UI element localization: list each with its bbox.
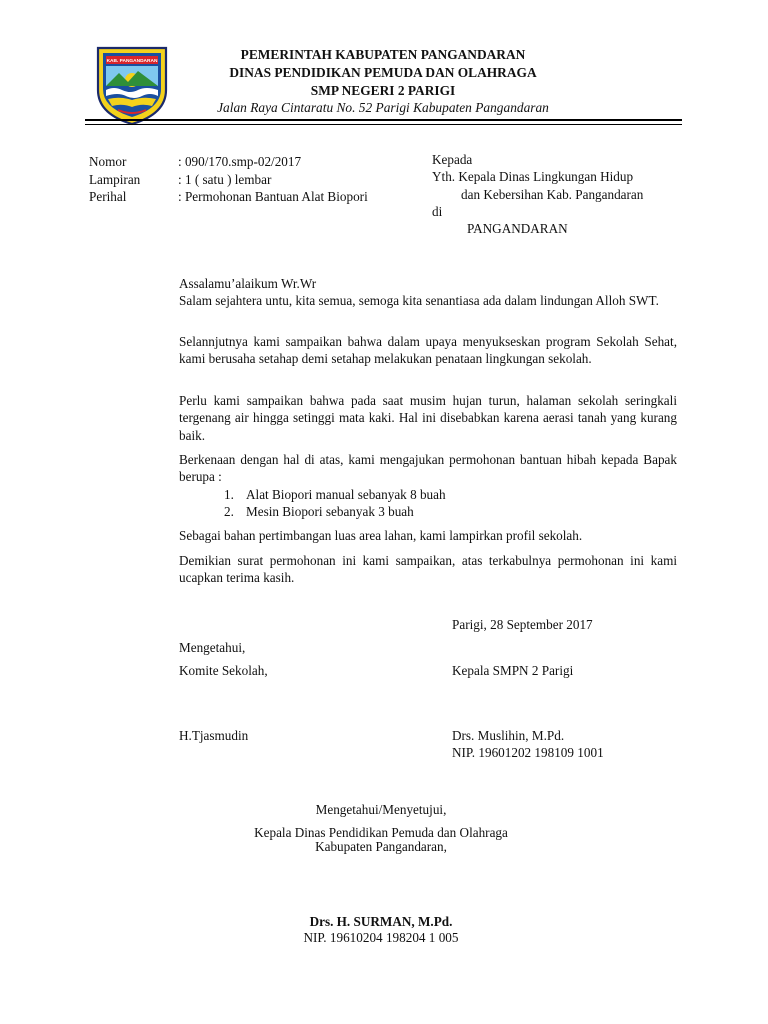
header-rule-thin bbox=[85, 124, 682, 125]
header-rule-thick bbox=[85, 119, 682, 121]
recipient-di: di bbox=[432, 204, 443, 219]
nomor-label: Nomor bbox=[89, 154, 127, 169]
letterhead-department: DINAS PENDIDIKAN PEMUDA DAN OLAHRAGA bbox=[229, 65, 537, 80]
principal-nip: NIP. 19601202 198109 1001 bbox=[452, 745, 604, 760]
paragraph-5: Sebagai bahan pertimbangan luas area lahan, kami lampirkan profil sekolah. bbox=[179, 528, 583, 543]
letterhead-address: Jalan Raya Cintaratu No. 52 Parigi Kabupaten Pangandaran bbox=[217, 100, 549, 115]
perihal-label: Perihal bbox=[89, 189, 127, 204]
list-item-1: Alat Biopori manual sebanyak 8 buah bbox=[246, 487, 446, 502]
mengetahui-label: Mengetahui, bbox=[179, 640, 246, 655]
head-nip: NIP. 19610204 198204 1 005 bbox=[303, 930, 459, 945]
paragraph-1: Salam sejahtera untu, kita semua, semoga kita senantiasa ada dalam lindungan Alloh SWT. bbox=[179, 293, 659, 308]
greeting: Assalamu’alaikum Wr.Wr bbox=[179, 276, 317, 291]
approval-label: Mengetahui/Menyetujui, bbox=[315, 802, 447, 817]
principal-title: Kepala SMPN 2 Parigi bbox=[452, 663, 574, 678]
nomor-value: : 090/170.smp-02/2017 bbox=[178, 154, 302, 169]
recipient-yth: Yth. Kepala Dinas Lingkungan Hidup bbox=[432, 169, 634, 184]
letterhead-government: PEMERINTAH KABUPATEN PANGANDARAN bbox=[240, 47, 526, 62]
head-title-line1: Kepala Dinas Pendidikan Pemuda dan Olahraga bbox=[254, 825, 508, 840]
regency-emblem-logo bbox=[92, 44, 172, 126]
lampiran-label: Lampiran bbox=[89, 172, 141, 187]
recipient-kepada: Kepada bbox=[432, 152, 473, 167]
list-item-2: Mesin Biopori sebanyak 3 buah bbox=[246, 504, 414, 519]
paragraph-4: Berkenaan dengan hal di atas, kami mengajukan permohonan bantuan hibah kepada Bapak berupa : bbox=[179, 452, 677, 485]
recipient-city: PANGANDARAN bbox=[467, 221, 568, 236]
paragraph-2: Selannjutnya kami sampaikan bahwa dalam upaya menyukseskan program Sekolah Sehat, kami berusaha setahap demi setahap melakukan penataan lingkungan sekolah. bbox=[179, 334, 677, 367]
principal-name: Drs. Muslihin, M.Pd. bbox=[452, 728, 565, 743]
recipient-yth-line2: dan Kebersihan Kab. Pangandaran bbox=[461, 187, 644, 202]
head-name: Drs. H. SURMAN, M.Pd. bbox=[309, 914, 453, 929]
committee-title: Komite Sekolah, bbox=[179, 663, 268, 678]
committee-name: H.Tjasmudin bbox=[179, 728, 249, 743]
paragraph-6: Demikian surat permohonan ini kami sampaikan, atas terkabulnya permohonan ini kami ucapkan terima kasih. bbox=[179, 553, 677, 586]
list-number-1: 1. bbox=[224, 487, 234, 502]
list-number-2: 2. bbox=[224, 504, 234, 519]
perihal-value: : Permohonan Bantuan Alat Biopori bbox=[178, 189, 368, 204]
letter-date: Parigi, 28 September 2017 bbox=[452, 617, 593, 632]
letterhead-school: SMP NEGERI 2 PARIGI bbox=[310, 83, 456, 98]
logo-text: KAB. PANGANDARAN bbox=[106, 59, 158, 65]
head-title-line2: Kabupaten Pangandaran, bbox=[315, 839, 447, 854]
lampiran-value: : 1 ( satu ) lembar bbox=[178, 172, 272, 187]
paragraph-3: Perlu kami sampaikan bahwa pada saat musim hujan turun, halaman sekolah seringkali tergenang air hingga setinggi mata kaki. Hal ini disebabkan karena aerasi tanah yang kurang baik. bbox=[179, 393, 677, 443]
